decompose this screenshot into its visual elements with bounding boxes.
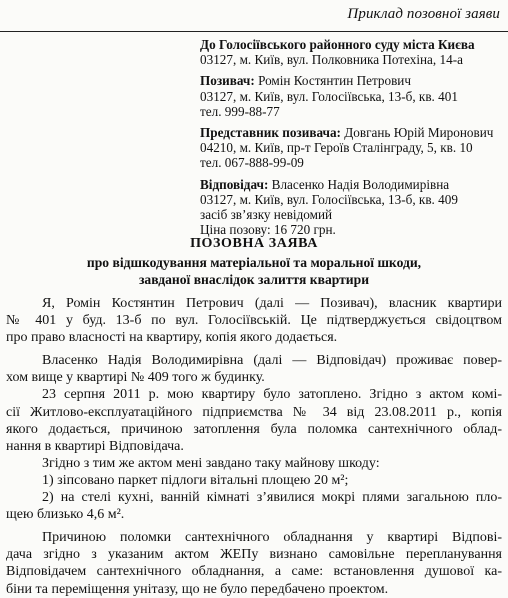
paragraph-damage-intro — [6, 455, 502, 472]
header-title: Приклад позовної заяви — [347, 6, 500, 22]
body-line: Я, Ромін Костянтин Петрович (далі — Позивач), власник квартири — [42, 296, 502, 311]
body-line: нання в квартирі Відповідача. — [6, 438, 184, 454]
page-header — [0, 0, 508, 32]
paragraph-damage-1 — [6, 472, 502, 489]
claim-price: Ціна позову: 16 720 грн. — [200, 222, 336, 238]
body-line: Відповідачем сантехнічного обладнання, а саме: встановлення душової ка- — [6, 564, 502, 580]
defendant-block — [200, 177, 500, 238]
body-line: про право власності на квартиру, копія якого додається. — [6, 330, 338, 346]
defendant-contact: засіб зв’язку невідомий — [200, 207, 333, 223]
paragraph-damage-2 — [6, 489, 502, 523]
defendant-address: 03127, м. Київ, вул. Голосіївська, 13-б, кв. 409 — [200, 191, 458, 207]
address-block — [200, 37, 500, 243]
body-line: щею близько 4,6 м². — [6, 507, 125, 523]
representative-name: Довгань Юрій Миронович — [344, 125, 494, 141]
plaintiff-label: Позивач: — [200, 73, 255, 89]
body-line: Причиною поломки сантехнічного обладнання у квартирі Відпові- — [42, 530, 502, 546]
paragraph-cause — [6, 529, 502, 597]
addressee-block — [200, 37, 500, 67]
document-subtitle-line-2: завданої внаслідок залиття квартири — [138, 272, 370, 287]
body-line: 23 серпня 2011 р. мою квартиру було затоплено. Згідно з актом комі- — [42, 387, 502, 403]
plaintiff-address: 03127, м. Київ, вул. Голосіївська, 13-б, кв. 401 — [200, 88, 458, 104]
representative-address: 04210, м. Київ, пр-т Героїв Сталінграду, 5, кв. 10 — [200, 140, 473, 156]
plaintiff-block — [200, 73, 500, 119]
document-subtitle-line-1: про відшкодування матеріальної та моральної шкоди, — [86, 255, 422, 270]
body-line: № 401 у буд. 13-б по вул. Голосіївській. Це підтверджується свідоцтвом — [6, 313, 502, 329]
document-title: ПОЗОВНА ЗАЯВА — [190, 236, 318, 251]
representative-phone: тел. 067-888-99-09 — [200, 155, 304, 171]
defendant-name: Власенко Надія Володимирівна — [271, 176, 450, 192]
body-line: сії Житлово-експлуатаційного підприємства № 34 від 23.08.2011 р., копія — [6, 404, 502, 420]
paragraph-plaintiff-intro — [6, 295, 502, 346]
representative-block — [200, 125, 500, 171]
body-line: біни та переміщення унітазу, що не було передбачено проектом. — [6, 581, 389, 597]
plaintiff-phone: тел. 999-88-77 — [200, 103, 280, 119]
representative-label: Представник позивача: — [200, 125, 341, 141]
body-line: дача згідно з указаним актом ЖЕПу визнано самовільне перепланування — [6, 547, 502, 563]
court-address: 03127, м. Київ, вул. Полковника Потехіна, 14-а — [200, 52, 463, 68]
body-line: Згідно з тим же актом мені завдано таку майнову шкоду: — [42, 455, 380, 471]
defendant-label: Відповідач: — [200, 176, 269, 192]
paragraph-defendant-intro — [6, 352, 502, 386]
body-line: 1) зіпсовано паркет підлоги вітальні площею 20 м²; — [42, 472, 349, 488]
court-name: До Голосіївського районного суду міста Києва — [200, 37, 475, 52]
plaintiff-name: Ромін Костянтин Петрович — [258, 73, 411, 89]
body-line: 2) на стелі кухні, ванній кімнаті з’явилися мокрі плями загальною пло- — [42, 490, 502, 506]
document-body — [6, 295, 502, 598]
body-line: хом вище у квартирі № 409 того ж будинку. — [6, 370, 265, 386]
paragraph-flooding — [6, 386, 502, 454]
body-line: Власенко Надія Володимирівна (далі — Відповідач) проживає повер- — [42, 353, 502, 369]
body-line: якого додається, причиною затоплення була поломка сантехнічного облад- — [6, 421, 502, 437]
